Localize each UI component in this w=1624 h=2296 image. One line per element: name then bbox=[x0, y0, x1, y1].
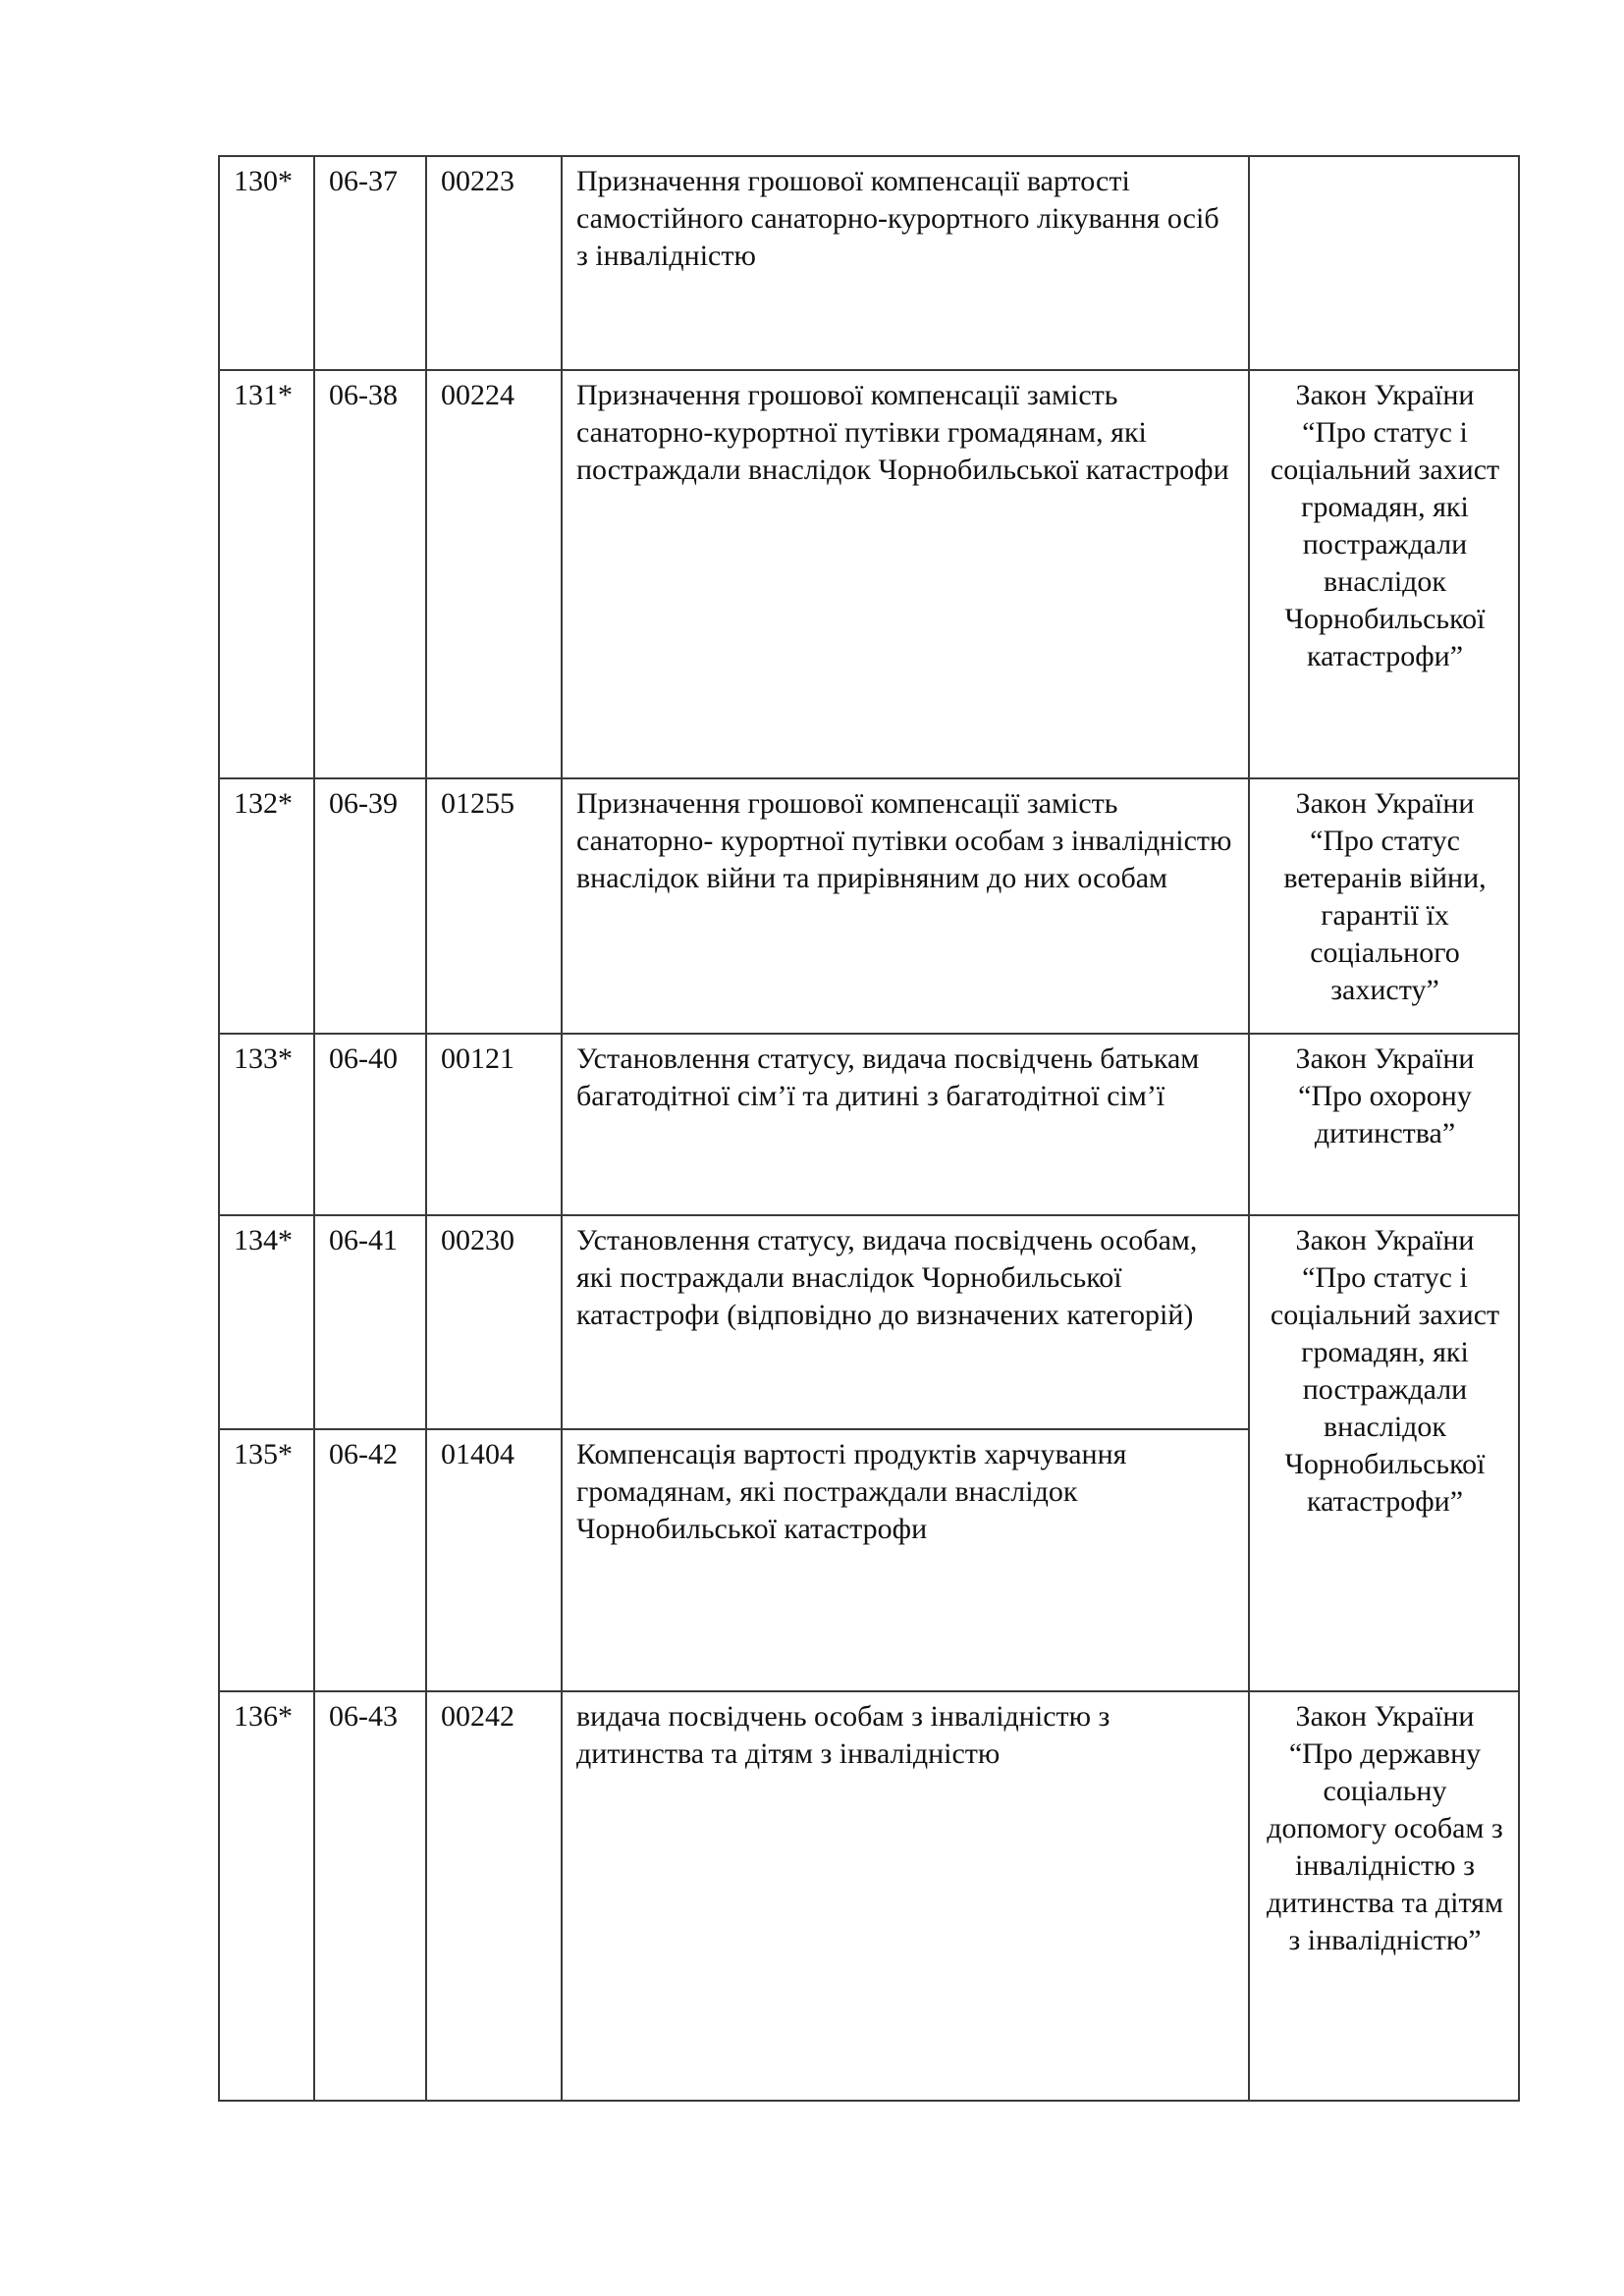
row-number: 136* bbox=[219, 1691, 314, 2101]
row-number: 131* bbox=[219, 370, 314, 778]
service-id: 00223 bbox=[426, 156, 562, 370]
row-number: 130* bbox=[219, 156, 314, 370]
table-row bbox=[219, 778, 1519, 1034]
table-row bbox=[219, 1034, 1519, 1215]
legal-basis: Закон України “Про статус і соціальний захист громадян, які постраждали внаслідок Чорнобильської катастрофи” bbox=[1249, 1215, 1519, 1691]
service-code: 06-39 bbox=[314, 778, 426, 1034]
table-row bbox=[219, 1691, 1519, 2101]
service-id: 00242 bbox=[426, 1691, 562, 2101]
table-row bbox=[219, 156, 1519, 370]
service-code: 06-40 bbox=[314, 1034, 426, 1215]
service-code: 06-37 bbox=[314, 156, 426, 370]
service-name: Установлення статусу, видача посвідчень батькам багатодітної сім’ї та дитині з багатодітної сім’ї bbox=[562, 1034, 1249, 1215]
row-number: 133* bbox=[219, 1034, 314, 1215]
service-name: Призначення грошової компенсації замість санаторно- курортної путівки особам з інвалідністю внаслідок війни та прирівняним до них особам bbox=[562, 778, 1249, 1034]
table-row bbox=[219, 370, 1519, 778]
service-id: 01404 bbox=[426, 1429, 562, 1691]
row-number: 132* bbox=[219, 778, 314, 1034]
services-table bbox=[218, 155, 1520, 2102]
service-name: Установлення статусу, видача посвідчень особам, які постраждали внаслідок Чорнобильської катастрофи (відповідно до визначених категорій) bbox=[562, 1215, 1249, 1429]
legal-basis: Закон України “Про охорону дитинства” bbox=[1249, 1034, 1519, 1215]
service-name: видача посвідчень особам з інвалідністю з дитинства та дітям з інвалідністю bbox=[562, 1691, 1249, 2101]
service-id: 01255 bbox=[426, 778, 562, 1034]
service-code: 06-42 bbox=[314, 1429, 426, 1691]
row-number: 135* bbox=[219, 1429, 314, 1691]
legal-basis: Закон України “Про статус і соціальний захист громадян, які постраждали внаслідок Чорнобильської катастрофи” bbox=[1249, 370, 1519, 778]
table-row bbox=[219, 1215, 1519, 1429]
legal-basis: Закон України “Про статус ветеранів війни, гарантії їх соціального захисту” bbox=[1249, 778, 1519, 1034]
service-code: 06-38 bbox=[314, 370, 426, 778]
service-name: Компенсація вартості продуктів харчування громадянам, які постраждали внаслідок Чорнобильської катастрофи bbox=[562, 1429, 1249, 1691]
legal-basis: Закон України “Про державну соціальну допомогу особам з інвалідністю з дитинства та дітям з інвалідністю” bbox=[1249, 1691, 1519, 2101]
legal-basis bbox=[1249, 156, 1519, 370]
row-number: 134* bbox=[219, 1215, 314, 1429]
service-name: Призначення грошової компенсації замість санаторно-курортної путівки громадянам, які постраждали внаслідок Чорнобильської катастрофи bbox=[562, 370, 1249, 778]
service-id: 00121 bbox=[426, 1034, 562, 1215]
service-id: 00224 bbox=[426, 370, 562, 778]
service-id: 00230 bbox=[426, 1215, 562, 1429]
service-name: Призначення грошової компенсації вартості самостійного санаторно-курортного лікування осіб з інвалідністю bbox=[562, 156, 1249, 370]
service-code: 06-43 bbox=[314, 1691, 426, 2101]
service-code: 06-41 bbox=[314, 1215, 426, 1429]
